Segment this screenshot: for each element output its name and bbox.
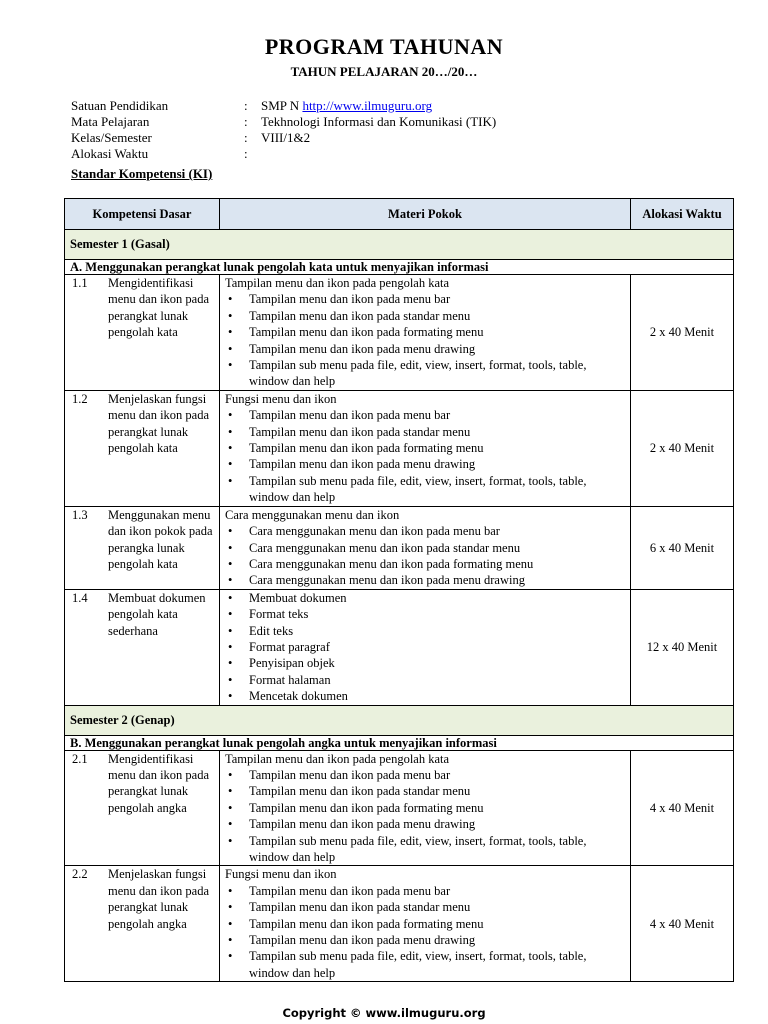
info-row-satuan — [71, 98, 496, 114]
alokasi-cell: 6 x 40 Menit — [631, 506, 734, 589]
table-row — [65, 506, 734, 589]
alokasi-cell: 2 x 40 Menit — [631, 275, 734, 391]
list-item: • Format halaman — [225, 672, 625, 688]
materi-list — [225, 767, 625, 865]
materi-list — [225, 407, 625, 505]
kd-entry — [70, 507, 214, 573]
alokasi-cell: 4 x 40 Menit — [631, 750, 734, 866]
list-item: • Tampilan menu dan ikon pada menu drawing — [225, 341, 625, 357]
info-colon: : — [244, 130, 248, 145]
list-item: • Tampilan menu dan ikon pada menu bar — [225, 883, 625, 899]
info-row-kelas — [71, 130, 496, 146]
kd-cell — [65, 390, 220, 506]
website-link[interactable]: http://www.ilmuguru.org — [302, 98, 433, 113]
list-item: • Tampilan menu dan ikon pada menu drawing — [225, 816, 625, 832]
table-row — [65, 866, 734, 982]
materi-intro: Tampilan menu dan ikon pada pengolah kata — [225, 751, 450, 766]
standard-row — [65, 260, 734, 275]
standard-title: B. Menggunakan perangkat lunak pengolah angka untuk menyajikan informasi — [65, 735, 734, 750]
list-item: • Format teks — [225, 606, 625, 622]
standard-row — [65, 735, 734, 750]
kd-text: Membuat dokumen pengolah kata sederhana — [108, 590, 206, 638]
list-item: • Tampilan menu dan ikon pada menu drawing — [225, 456, 625, 472]
table-row — [65, 390, 734, 506]
table-body — [65, 230, 734, 982]
list-item: • Cara menggunakan menu dan ikon pada menu drawing — [225, 572, 625, 588]
info-value: VIII/1&2 — [261, 130, 311, 145]
list-item: • Tampilan menu dan ikon pada menu bar — [225, 407, 625, 423]
footer-copyright: Copyright © www.ilmuguru.org — [282, 1006, 486, 1020]
list-item: • Membuat dokumen — [225, 590, 625, 606]
kd-text: Menjelaskan fungsi menu dan ikon pada perangkat lunak pengolah angka — [108, 867, 210, 931]
list-item: • Tampilan menu dan ikon pada menu bar — [225, 767, 625, 783]
list-item: • Edit teks — [225, 623, 625, 639]
kd-cell — [65, 506, 220, 589]
materi-list — [225, 291, 625, 389]
info-colon: : — [244, 98, 248, 113]
info-block — [71, 98, 496, 162]
info-label: Satuan Pendidikan — [71, 98, 169, 113]
kd-entry — [70, 866, 214, 932]
info-label: Mata Pelajaran — [71, 114, 150, 129]
list-item: • Mencetak dokumen — [225, 688, 625, 704]
header-alokasi-waktu: Alokasi Waktu — [631, 199, 734, 230]
info-row-mapel — [71, 114, 496, 130]
kd-cell — [65, 275, 220, 391]
kd-cell — [65, 589, 220, 705]
materi-list — [225, 523, 625, 589]
materi-cell — [220, 589, 631, 705]
table-header-row — [65, 199, 734, 230]
kd-text: Menjelaskan fungsi menu dan ikon pada perangkat lunak pengolah kata — [108, 391, 210, 456]
kd-entry — [70, 590, 214, 639]
info-colon: : — [244, 114, 248, 129]
standard-title: A. Menggunakan perangkat lunak pengolah kata untuk menyajikan informasi — [65, 260, 734, 275]
header-kompetensi-dasar: Kompetensi Dasar — [65, 199, 220, 230]
info-row-alokasi — [71, 146, 496, 162]
semester-row — [65, 705, 734, 735]
info-value: Tekhnologi Informasi dan Komunikasi (TIK) — [261, 114, 497, 129]
list-item: • Cara menggunakan menu dan ikon pada standar menu — [225, 540, 625, 556]
materi-list — [225, 883, 625, 981]
kd-number: 1.4 — [72, 590, 88, 605]
materi-intro: Fungsi menu dan ikon — [225, 867, 337, 882]
info-label: Alokasi Waktu — [71, 146, 149, 161]
list-item: • Tampilan sub menu pada file, edit, view, insert, format, tools, table, window dan help — [225, 473, 625, 506]
materi-intro: Tampilan menu dan ikon pada pengolah kata — [225, 276, 450, 290]
table-row — [65, 750, 734, 866]
kd-number: 1.1 — [72, 276, 88, 290]
list-item: • Cara menggunakan menu dan ikon pada formating menu — [225, 556, 625, 572]
materi-cell — [220, 750, 631, 866]
list-item: • Tampilan sub menu pada file, edit, view, insert, format, tools, table, window dan help — [225, 948, 625, 981]
kd-number: 2.1 — [72, 751, 88, 766]
header-materi-pokok: Materi Pokok — [220, 199, 631, 230]
kd-number: 1.2 — [72, 391, 88, 406]
table-row — [65, 589, 734, 705]
info-value: SMP N http://www.ilmuguru.org — [261, 98, 433, 113]
semester-label: Semester 1 (Gasal) — [65, 230, 734, 260]
list-item: • Tampilan menu dan ikon pada formating menu — [225, 440, 625, 456]
materi-list — [225, 590, 625, 705]
list-item: • Penyisipan objek — [225, 655, 625, 671]
materi-cell — [220, 506, 631, 589]
kd-text: Menggunakan menu dan ikon pokok pada perangka lunak pengolah kata — [108, 507, 213, 571]
list-item: • Tampilan menu dan ikon pada standar menu — [225, 308, 625, 324]
kd-number: 1.3 — [72, 507, 88, 522]
program-table — [64, 198, 734, 982]
kd-entry — [70, 391, 214, 457]
list-item: • Tampilan menu dan ikon pada standar menu — [225, 783, 625, 799]
list-item: • Tampilan menu dan ikon pada formating menu — [225, 800, 625, 816]
list-item: • Tampilan menu dan ikon pada standar menu — [225, 424, 625, 440]
list-item: • Tampilan menu dan ikon pada menu bar — [225, 291, 625, 307]
materi-cell — [220, 866, 631, 982]
materi-cell — [220, 275, 631, 391]
kd-entry — [70, 275, 214, 341]
list-item: • Format paragraf — [225, 639, 625, 655]
materi-cell — [220, 390, 631, 506]
kd-entry — [70, 751, 214, 817]
page-title: PROGRAM TAHUNAN — [264, 34, 504, 59]
alokasi-cell: 12 x 40 Menit — [631, 589, 734, 705]
kd-text: Mengidentifikasi menu dan ikon pada perangkat lunak pengolah angka — [108, 751, 210, 815]
kd-text: Mengidentifikasi menu dan ikon pada perangkat lunak pengolah kata — [108, 276, 210, 340]
info-label: Kelas/Semester — [71, 130, 152, 145]
alokasi-cell: 2 x 40 Menit — [631, 390, 734, 506]
materi-intro: Fungsi menu dan ikon — [225, 391, 337, 406]
page-subtitle: TAHUN PELAJARAN 20…/20… — [290, 64, 478, 79]
kd-number: 2.2 — [72, 867, 88, 882]
list-item: • Tampilan menu dan ikon pada formating menu — [225, 916, 625, 932]
list-item: • Tampilan menu dan ikon pada menu drawing — [225, 932, 625, 948]
list-item: • Tampilan menu dan ikon pada formating menu — [225, 324, 625, 340]
info-colon: : — [244, 146, 248, 161]
materi-intro: Cara menggunakan menu dan ikon — [225, 507, 400, 522]
list-item: • Tampilan sub menu pada file, edit, view, insert, format, tools, table, window dan help — [225, 357, 625, 390]
list-item: • Tampilan menu dan ikon pada standar menu — [225, 899, 625, 915]
list-item: • Cara menggunakan menu dan ikon pada menu bar — [225, 523, 625, 539]
alokasi-cell: 4 x 40 Menit — [631, 866, 734, 982]
kd-cell — [65, 750, 220, 866]
kd-cell — [65, 866, 220, 982]
list-item: • Tampilan sub menu pada file, edit, view, insert, format, tools, table, window dan help — [225, 833, 625, 866]
semester-label: Semester 2 (Genap) — [65, 705, 734, 735]
table-row — [65, 275, 734, 391]
ki-heading: Standar Kompetensi (KI) — [71, 166, 213, 181]
semester-row — [65, 230, 734, 260]
